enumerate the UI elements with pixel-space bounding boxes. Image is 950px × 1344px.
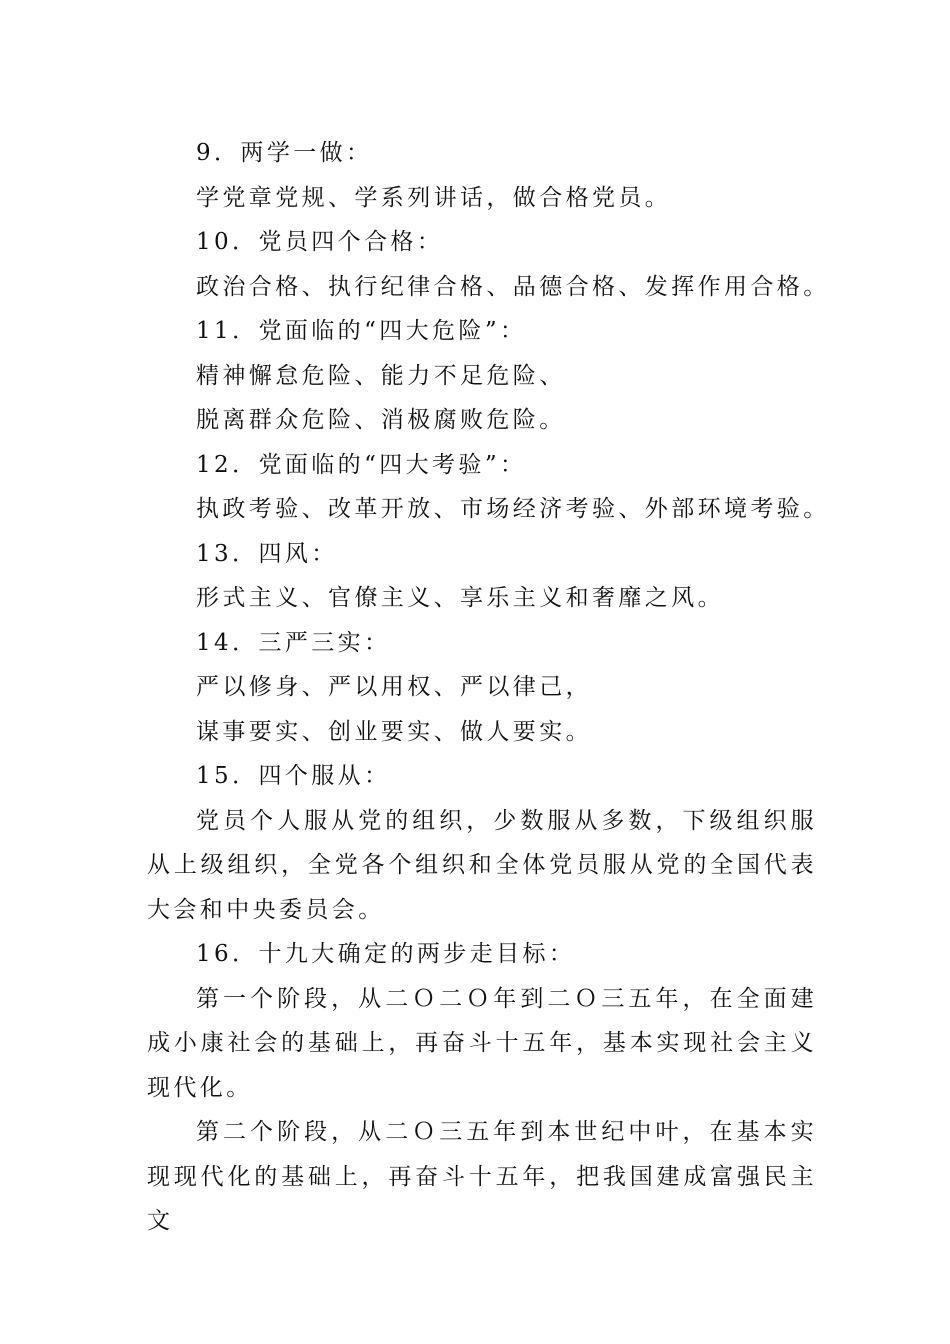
item-12-text: 执政考验、改革开放、市场经济考验、外部环境考验。: [196, 496, 830, 522]
item-10-heading: 10．党员四个合格：: [196, 229, 444, 255]
item-13-heading: 13．四风：: [196, 540, 338, 567]
item-11-text-line-1: 精神懈怠危险、能力不足危险、: [196, 362, 566, 389]
document-body: [147, 131, 830, 1244]
item-11-text-line-2: 脱离群众危险、消极腐败危险。: [196, 407, 566, 433]
item-15-paragraph: 党员个人服从党的组织，少数服从多数，下级组织服从上级组织，全党各个组织和全体党员服从党的全国代表大会和中央委员会。: [147, 807, 817, 923]
item-16-paragraph-stage-1: 第一个阶段，从二Ｏ二Ｏ年到二Ｏ三五年，在全面建成小康社会的基础上，再奋斗十五年，基本实现社会主义现代化。: [147, 985, 817, 1101]
item-16-paragraph-stage-2: 第二个阶段，从二Ｏ三五年到本世纪中叶，在基本实现现代化的基础上，再奋斗十五年，把我国建成富强民主文: [147, 1119, 817, 1234]
item-13-text: 形式主义、官僚主义、享乐主义和奢靡之风。: [196, 585, 724, 611]
item-14-heading: 14．三严三实：: [196, 629, 391, 656]
item-10-text: 政治合格、执行纪律合格、品德合格、发挥作用合格。: [196, 273, 830, 300]
item-14-text-line-1: 严以修身、严以用权、严以律己，: [196, 674, 592, 700]
item-9-text: 学党章党规、学系列讲话，做合格党员。: [196, 184, 672, 211]
item-15-heading: 15．四个服从：: [196, 763, 391, 789]
item-9-heading: 9．两学一做：: [196, 140, 373, 166]
item-14-text-line-2: 谋事要实、创业要实、做人要实。: [196, 718, 592, 745]
item-11-heading: 11．党面临的“四大危险”：: [196, 318, 527, 344]
item-16-heading: 16．十九大确定的两步走目标：: [196, 941, 576, 967]
item-12-heading: 12．党面临的“四大考验”：: [196, 451, 527, 478]
